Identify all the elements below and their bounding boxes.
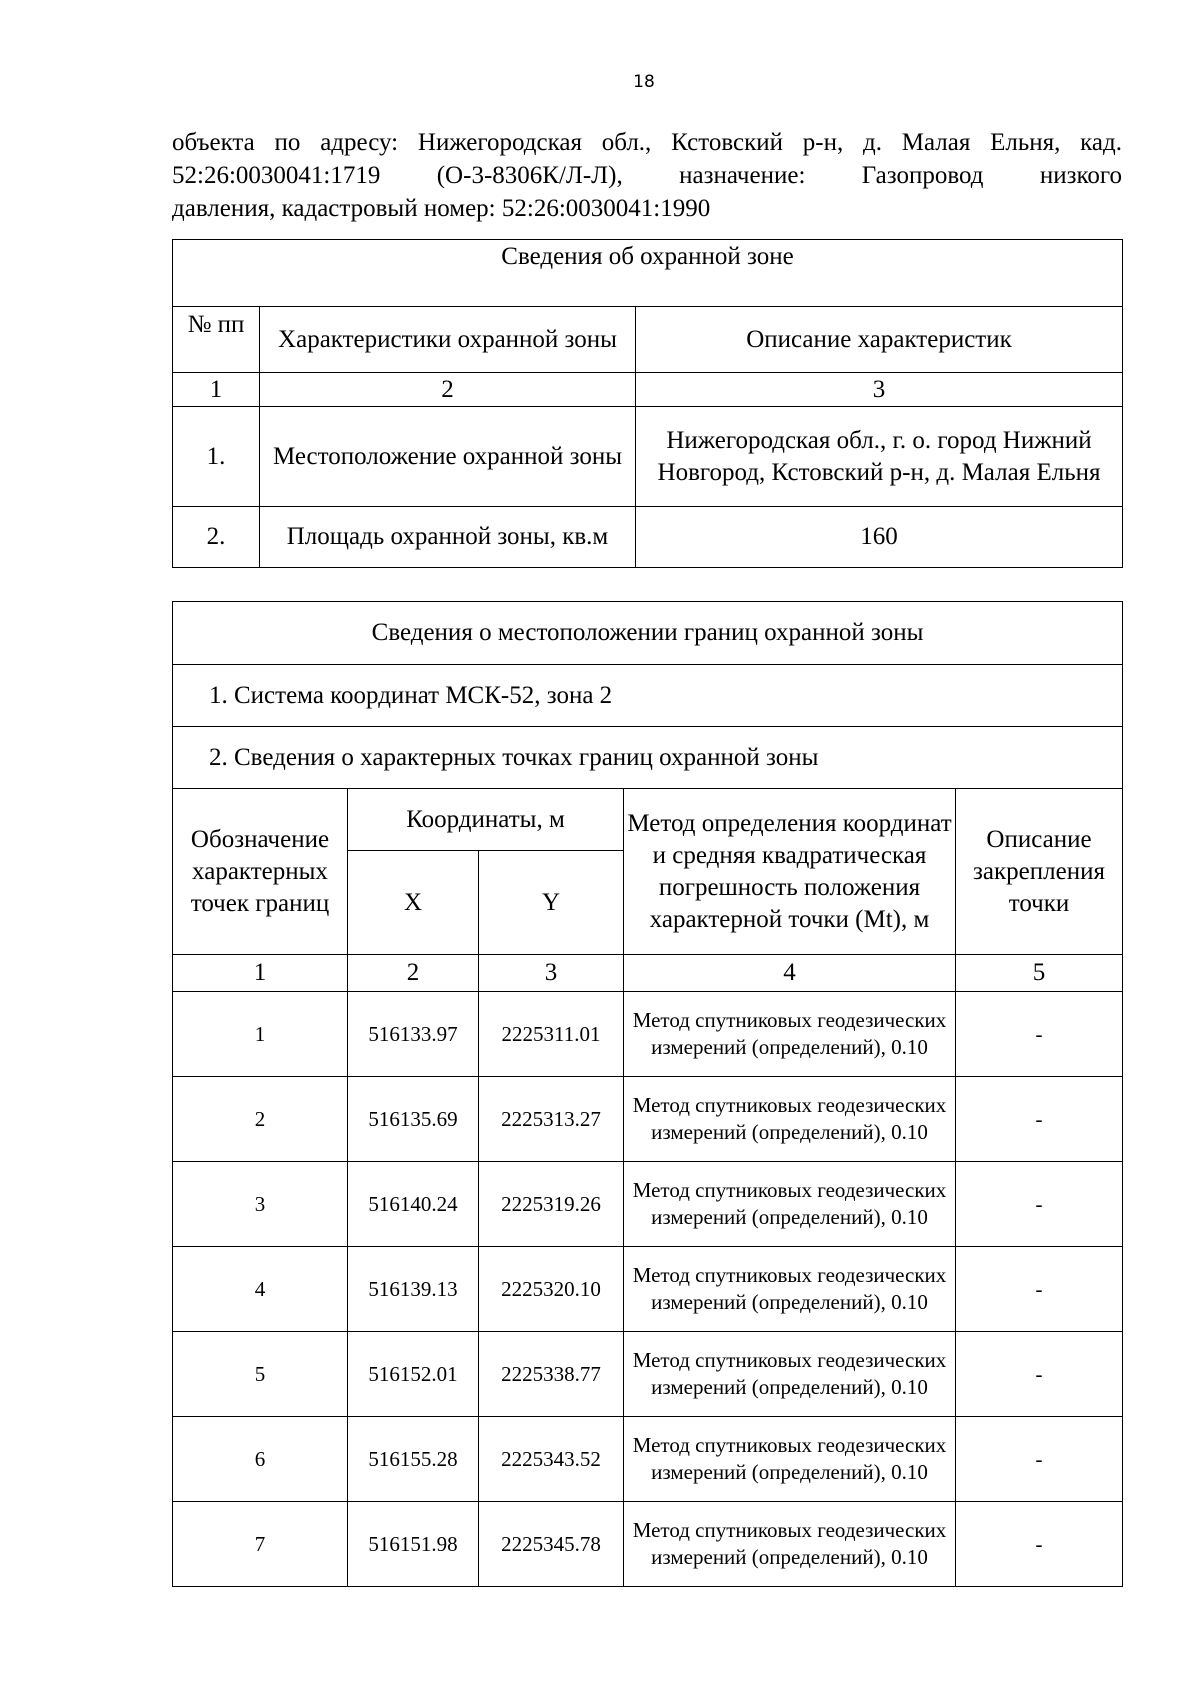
table-row (173, 407, 1123, 507)
table-row (173, 1417, 1123, 1502)
point-method: Метод спутниковых геодезических измерений (определений), 0.10 (624, 1332, 956, 1417)
table-row (173, 1332, 1123, 1417)
point-x: 516133.97 (348, 992, 479, 1077)
point-designation: 2 (173, 1077, 348, 1162)
point-fixing: - (956, 992, 1123, 1077)
table-row (173, 1162, 1123, 1247)
point-fixing: - (956, 1247, 1123, 1332)
zone-numbering-cell: 3 (636, 373, 1123, 407)
point-fixing: - (956, 1502, 1123, 1587)
boundary-points-table (172, 601, 1123, 1587)
intro-line-2: 52:26:0030041:1719 (О-3-8306К/Л-Л), назначение: Газопровод низкого (172, 162, 1122, 189)
intro-line-3: давления, кадастровый номер: 52:26:0030041:1990 (172, 195, 711, 222)
boundary-numbering-cell: 5 (956, 955, 1123, 992)
point-designation: 6 (173, 1417, 348, 1502)
point-x: 516140.24 (348, 1162, 479, 1247)
point-designation: 7 (173, 1502, 348, 1587)
header-designation: Обозначение характерных точек границ (173, 789, 348, 955)
table-row (173, 507, 1123, 568)
point-designation: 1 (173, 992, 348, 1077)
table-row (173, 1502, 1123, 1587)
boundary-table-title: Сведения о местоположении границ охранной зоны (173, 602, 1123, 665)
zone-numbering-cell: 1 (173, 373, 260, 407)
zone-row-description: Нижегородская обл., г. о. город Нижний Новгород, Кстовский р-н, д. Малая Ельня (636, 407, 1123, 507)
point-x: 516151.98 (348, 1502, 479, 1587)
point-method: Метод спутниковых геодезических измерений (определений), 0.10 (624, 1502, 956, 1587)
point-y: 2225343.52 (479, 1417, 624, 1502)
protection-zone-table (172, 239, 1123, 568)
boundary-numbering-cell: 4 (624, 955, 956, 992)
table-row (173, 1077, 1123, 1162)
point-method: Метод спутниковых геодезических измерений (определений), 0.10 (624, 992, 956, 1077)
boundary-numbering-cell: 2 (348, 955, 479, 992)
point-y: 2225320.10 (479, 1247, 624, 1332)
point-y: 2225319.26 (479, 1162, 624, 1247)
point-y: 2225313.27 (479, 1077, 624, 1162)
zone-header-description: Описание характеристик (636, 307, 1123, 373)
header-method: Метод определения координат и средняя квадратическая погрешность положения характерной точки (Mt), м (624, 789, 956, 955)
table-row (173, 992, 1123, 1077)
point-designation: 4 (173, 1247, 348, 1332)
point-method: Метод спутниковых геодезических измерений (определений), 0.10 (624, 1077, 956, 1162)
point-x: 516139.13 (348, 1247, 479, 1332)
point-method: Метод спутниковых геодезических измерений (определений), 0.10 (624, 1162, 956, 1247)
header-y: Y (479, 851, 624, 955)
intro-line-1: объекта по адресу: Нижегородская обл., Кстовский р-н, д. Малая Ельня, кад. (172, 129, 1122, 156)
coordinate-system-row: 1. Система координат МСК-52, зона 2 (173, 665, 1123, 727)
zone-row-number: 1. (173, 407, 260, 507)
point-method: Метод спутниковых геодезических измерений (определений), 0.10 (624, 1417, 956, 1502)
zone-row-number: 2. (173, 507, 260, 568)
point-fixing: - (956, 1077, 1123, 1162)
point-x: 516135.69 (348, 1077, 479, 1162)
table-row (173, 1247, 1123, 1332)
point-designation: 3 (173, 1162, 348, 1247)
page-number: 18 (633, 72, 655, 92)
zone-header-characteristic: Характеристики охранной зоны (260, 307, 636, 373)
boundary-numbering-cell: 3 (479, 955, 624, 992)
boundary-numbering-cell: 1 (173, 955, 348, 992)
point-fixing: - (956, 1417, 1123, 1502)
point-x: 516152.01 (348, 1332, 479, 1417)
zone-row-characteristic: Местоположение охранной зоны (260, 407, 636, 507)
point-y: 2225311.01 (479, 992, 624, 1077)
zone-numbering-cell: 2 (260, 373, 636, 407)
point-x: 516155.28 (348, 1417, 479, 1502)
intro-paragraph (172, 126, 1122, 225)
header-coordinates: Координаты, м (348, 789, 624, 851)
zone-row-characteristic: Площадь охранной зоны, кв.м (260, 507, 636, 568)
zone-row-description: 160 (636, 507, 1123, 568)
point-method: Метод спутниковых геодезических измерений (определений), 0.10 (624, 1247, 956, 1332)
point-fixing: - (956, 1332, 1123, 1417)
zone-header-number: № пп (173, 307, 260, 373)
point-y: 2225345.78 (479, 1502, 624, 1587)
point-y: 2225338.77 (479, 1332, 624, 1417)
zone-table-title: Сведения об охранной зоне (173, 240, 1123, 307)
header-fixing: Описание закрепления точки (956, 789, 1123, 955)
point-designation: 5 (173, 1332, 348, 1417)
points-heading-row: 2. Сведения о характерных точках границ охранной зоны (173, 727, 1123, 789)
point-fixing: - (956, 1162, 1123, 1247)
header-x: X (348, 851, 479, 955)
